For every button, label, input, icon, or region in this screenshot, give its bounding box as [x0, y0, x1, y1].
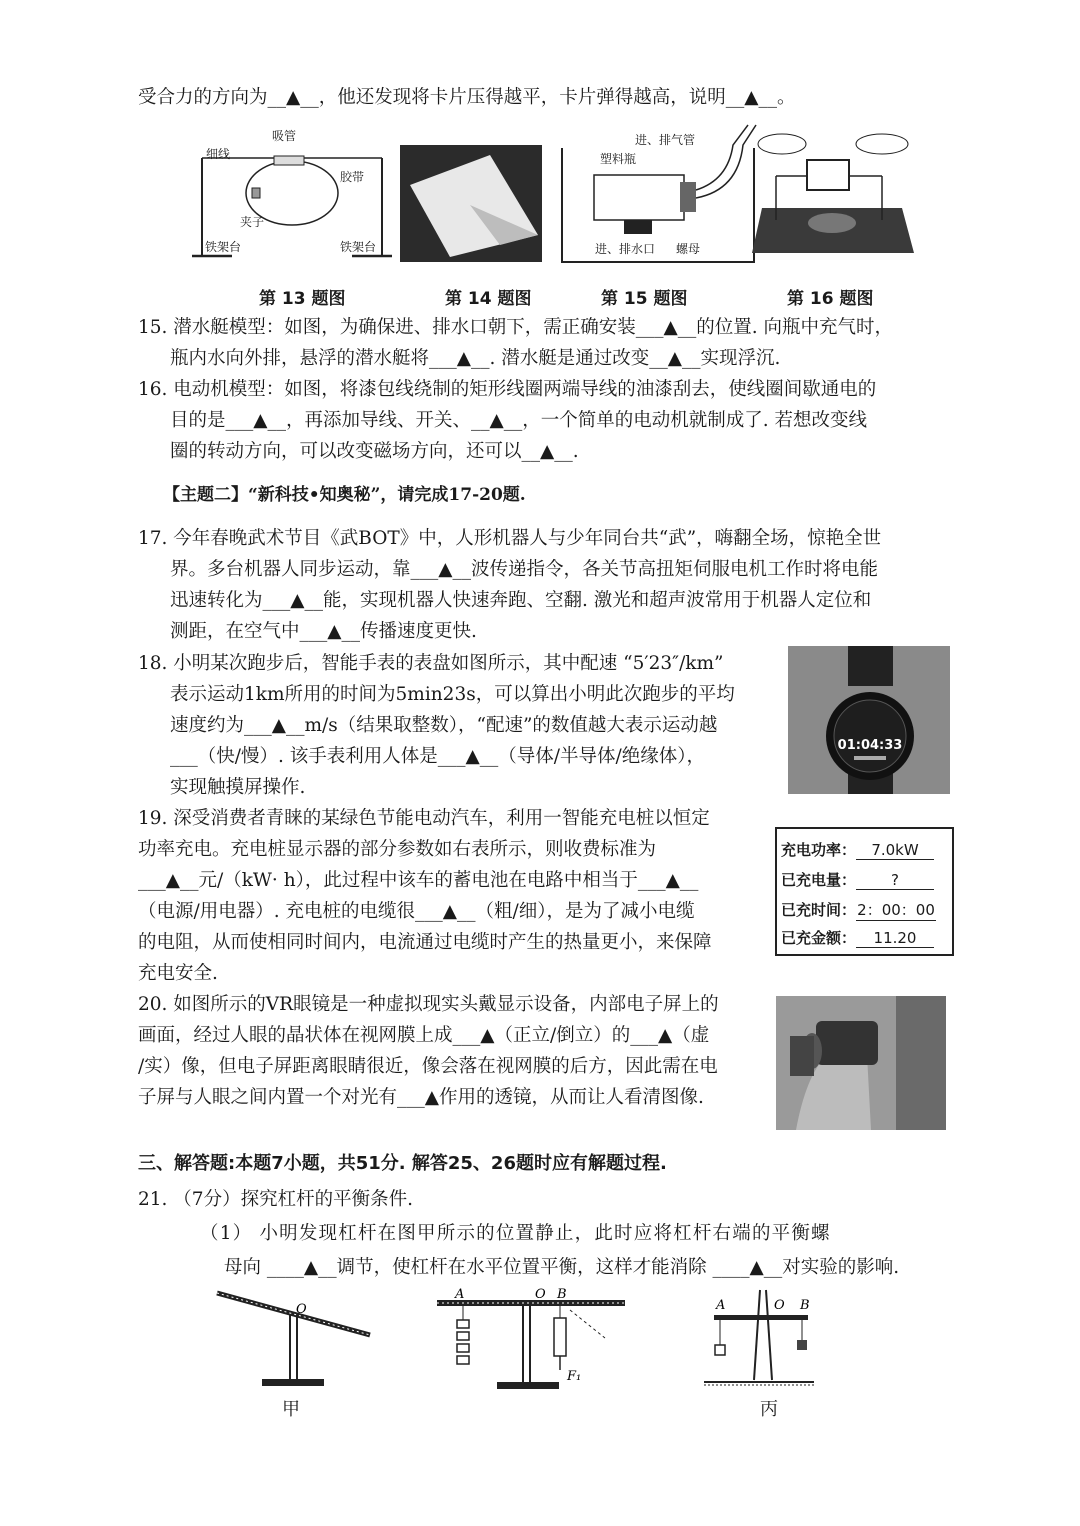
q19-line4: （电源/用电器）. 充电桩的电缆很___▲__（粗/细），是为了减小电缆	[138, 901, 695, 922]
q15-line2: 瓶内水向外排，悬浮的潜水艇将___▲__. 潜水艇是通过改变__▲__实现浮沉.	[170, 348, 781, 369]
q19-line1: 19. 深受消费者青睐的某绿色节能电动汽车，利用一智能充电桩以恒定	[138, 808, 710, 829]
table-row-amount: 已充金额： 11.20	[781, 927, 934, 948]
charging-parameter-table	[775, 827, 954, 956]
label-pipe: 进、排气管	[635, 133, 696, 147]
label-port: 进、排水口	[595, 242, 656, 256]
label-straw: 吸管	[272, 129, 297, 143]
label-tape: 胶带	[340, 170, 365, 184]
lever-figure-jia	[212, 1285, 377, 1390]
q19-line5: 的电阻，从而使相同时间内，电流通过电缆时产生的热量更小，来保障	[138, 932, 712, 953]
lever-figure-bing	[702, 1285, 817, 1390]
vr-headset-photo	[776, 996, 946, 1130]
pivot-label: O	[774, 1298, 785, 1313]
label-nut: 螺母	[676, 242, 701, 256]
caption-15: 第 15 题图	[601, 289, 688, 309]
label-clip: 夹子	[240, 215, 265, 229]
q16-line2: 目的是___▲__，再添加导线、开关、__▲__，一个简单的电动机就制成了. 若想改变线	[170, 410, 867, 431]
q19-line6: 充电安全.	[138, 963, 218, 984]
q15-line1: 15. 潜水艇模型：如图，为确保进、排水口朝下，需正确安装___▲__的位置. 向瓶中充气时，	[138, 317, 894, 338]
q21-part1-line1: （1） 小明发现杠杆在图甲所示的位置静止，此时应将杠杆右端的平衡螺	[200, 1223, 831, 1244]
q19-line2: 功率充电。充电桩显示器的部分参数如右表所示，则收费标准为	[138, 839, 657, 860]
label-bottle: 塑料瓶	[600, 152, 637, 166]
pivot-label: O	[535, 1288, 546, 1302]
q17-line3: 迅速转化为___▲__能，实现机器人快速奔跑、空翻. 激光和超声波常用于机器人定位和	[170, 590, 872, 611]
q18-line4: ___（快/慢）. 该手表利用人体是___▲__（导体/半导体/绝缘体），	[170, 746, 705, 767]
label-stand-right: 铁架台	[340, 240, 377, 254]
caption-16: 第 16 题图	[787, 289, 874, 309]
q17-line1: 17. 今年春晚武术节目《武BOT》中，人形机器人与少年同台共“武”，嗨翻全场，惊艳全世	[138, 528, 882, 549]
figure-14	[400, 145, 542, 262]
table-row-time: 已充时间：2：00：00	[781, 901, 935, 919]
table-row-power: 充电功率： 7.0kW	[781, 839, 934, 860]
label-stand-left: 铁架台	[205, 240, 242, 254]
caption-14: 第 14 题图	[445, 289, 532, 309]
point-b-label: B	[557, 1288, 567, 1302]
figure-16	[752, 128, 914, 253]
figure-jia-caption: 甲	[282, 1399, 300, 1420]
q18-line5: 实现触摸屏操作.	[170, 777, 306, 798]
pivot-label: O	[296, 1302, 307, 1317]
q16-line3: 圈的转动方向，可以改变磁场方向，还可以__▲__.	[170, 441, 579, 462]
q21-part1-line2: 母向 ____▲__调节，使杠杆在水平位置平衡，这样才能消除 ____▲__对实验的影响.	[224, 1257, 900, 1278]
watch-time: 01:04:33	[837, 738, 903, 753]
section-three-heading: 三、解答题:本题7小题，共51分. 解答25、26题时应有解题过程.	[138, 1153, 667, 1174]
point-b-label: B	[800, 1298, 810, 1313]
q20-line2: 画面，经过人眼的晶状体在视网膜上成___▲（正立/倒立）的___▲（虚	[138, 1025, 710, 1046]
q16-line1: 16. 电动机模型：如图，将漆包线绕制的矩形线圈两端导线的油漆刮去，使线圈间歇通电的	[138, 379, 877, 400]
caption-13: 第 13 题图	[259, 289, 346, 309]
point-a-label: A	[455, 1288, 465, 1302]
q18-line3: 速度约为___▲__m/s（结果取整数），“配速”的数值越大表示运动越	[170, 715, 718, 736]
force-label: F₁	[567, 1369, 582, 1384]
q17-line4: 测距，在空气中___▲__传播速度更快.	[170, 621, 477, 642]
q18-line1: 18. 小明某次跑步后，智能手表的表盘如图所示，其中配速 “5′23″/km”	[138, 653, 724, 674]
table-row-energy: 已充电量： ?	[781, 869, 934, 890]
q18-line2: 表示运动1km所用的时间为5min23s，可以算出小明此次跑步的平均	[170, 684, 735, 705]
q17-line2: 界。多台机器人同步运动，靠___▲__波传递指令，各关节高扭矩伺服电机工作时将电能	[170, 559, 878, 580]
label-thread: 细线	[206, 147, 231, 161]
smartwatch-photo	[788, 646, 950, 794]
figure-bing-caption: 丙	[760, 1399, 778, 1420]
q20-line3: /实）像，但电子屏距离眼睛很近，像会落在视网膜的后方，因此需在电	[138, 1056, 718, 1077]
point-a-label: A	[716, 1298, 726, 1313]
q20-line4: 子屏与人眼之间内置一个对光有___▲作用的透镜，从而让人看清图像.	[138, 1087, 704, 1108]
theme-two-heading: 【主题二】“新科技•知奥秘”，请完成17-20题.	[163, 485, 526, 505]
text-line: 受合力的方向为__▲__，他还发现将卡片压得越平，卡片弹得越高，说明__▲__。	[138, 87, 796, 108]
lever-figure-yi	[435, 1288, 630, 1393]
q19-line3: ___▲__元/（kW· h），此过程中该车的蓄电池在电路中相当于___▲__	[138, 870, 699, 891]
q21-heading: 21. （7分）探究杠杆的平衡条件.	[138, 1189, 413, 1210]
q20-line1: 20. 如图所示的VR眼镜是一种虚拟现实头戴显示设备，内部电子屏上的	[138, 994, 719, 1015]
